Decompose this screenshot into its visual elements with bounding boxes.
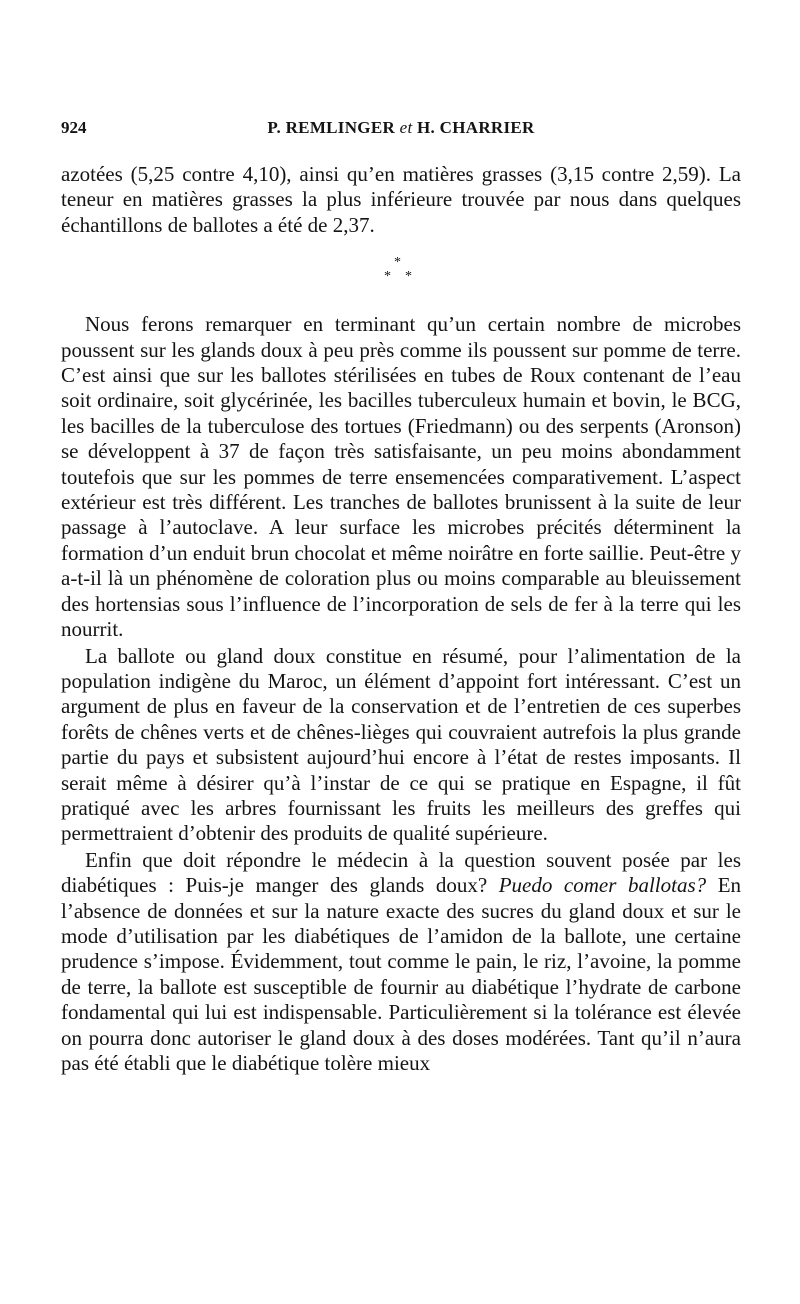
asterism-star-right: *: [405, 269, 412, 285]
article-body: [61, 162, 741, 1076]
spanish-question: Puedo comer ballotas?: [498, 873, 707, 898]
author-remlinger: P. REMLINGER: [267, 118, 396, 137]
paragraph-diabetics: [61, 848, 741, 1077]
paragraph-microbes: Nous ferons remarquer en terminant qu’un certain nombre de microbes poussent sur les glands doux à peu près comme ils poussent sur pomme de terre. C’est ainsi que sur les ballotes stérilisées en tubes de Roux contenant de l’eau soit ordinaire, soit glycérinée, les bacilles tuberculeux humain et bovin, le BCG, les bacilles de la tuberculose des tortues (Friedmann) ou des serpents (Aronson) se développent à 37 de façon très satisfaisante, un peu moins abondamment toutefois que sur les pommes de terre ensemencées comparativement. L’aspect extérieur est très différent. Les tranches de ballotes brunissent à la suite de leur passage à l’autoclave. A leur surface les microbes précités déterminent la formation d’un enduit brun chocolat et même noirâtre en forte saillie. Peut-être y a-t-il là un phénomène de coloration plus ou moins comparable au bleuissement des hortensias sous l’influence de l’incorporation de sels de fer à la terre qui les nourrit.: [61, 312, 741, 642]
running-head-authors: [61, 118, 741, 138]
paragraph-diabetics-rest: En l’absence de données et sur la nature exacte des sucres du gland doux et sur le mode d’utilisation par les diabétiques de l’amidon de la ballote, une certaine prudence s’impose. Évidemment, tout comme le pain, le riz, l’avoine, la pomme de terre, la ballote est susceptible de fournir au diabétique l’hydrate de carbone fondamental qui lui est indispensable. Particulièrement si la tolérance est élevée on pourra donc autoriser le gland doux à des doses modérées. Tant qu’il n’aura pas été établi que le diabétique tolère mieux: [61, 873, 742, 1075]
author-charrier: H. CHARRIER: [417, 118, 535, 137]
journal-page: [61, 118, 741, 1076]
page-number: 924: [61, 118, 87, 137]
asterism-star-top: *: [394, 255, 401, 271]
running-head: [61, 118, 741, 146]
paragraph-summary: La ballote ou gland doux constitue en résumé, pour l’alimentation de la population indigène du Maroc, un élément d’appoint fort intéressant. C’est un argument de plus en faveur de la conservation et de l’entretien de ces superbes forêts de chênes verts et de chênes-lièges qui couvraient autrefois la plus grande partie du pays et subsistent aujourd’hui encore à l’état de restes imposants. Il serait même à désirer qu’à l’instar de ce qui se pratique en Espagne, il fût pratiqué avec les arbres fournissant les fruits les meilleurs des greffes qui permettraient d’obtenir des produits de qualité supérieure.: [61, 643, 741, 846]
paragraph-diabetics-start: Enfin que doit répondre le médecin à la question souvent posée par les diabétiques : Puis-je manger des glands doux?: [61, 847, 741, 898]
asterism-star-left: *: [384, 269, 391, 285]
authors-conjunction: et: [399, 118, 413, 137]
paragraph-continuation: azotées (5,25 contre 4,10), ainsi qu’en matières grasses (3,15 contre 2,59). La teneur en matières grasses la plus inférieure trouvée par nous dans quelques échantillons de ballotes a été de 2,37.: [61, 162, 741, 237]
section-break-asterism: [61, 246, 741, 312]
